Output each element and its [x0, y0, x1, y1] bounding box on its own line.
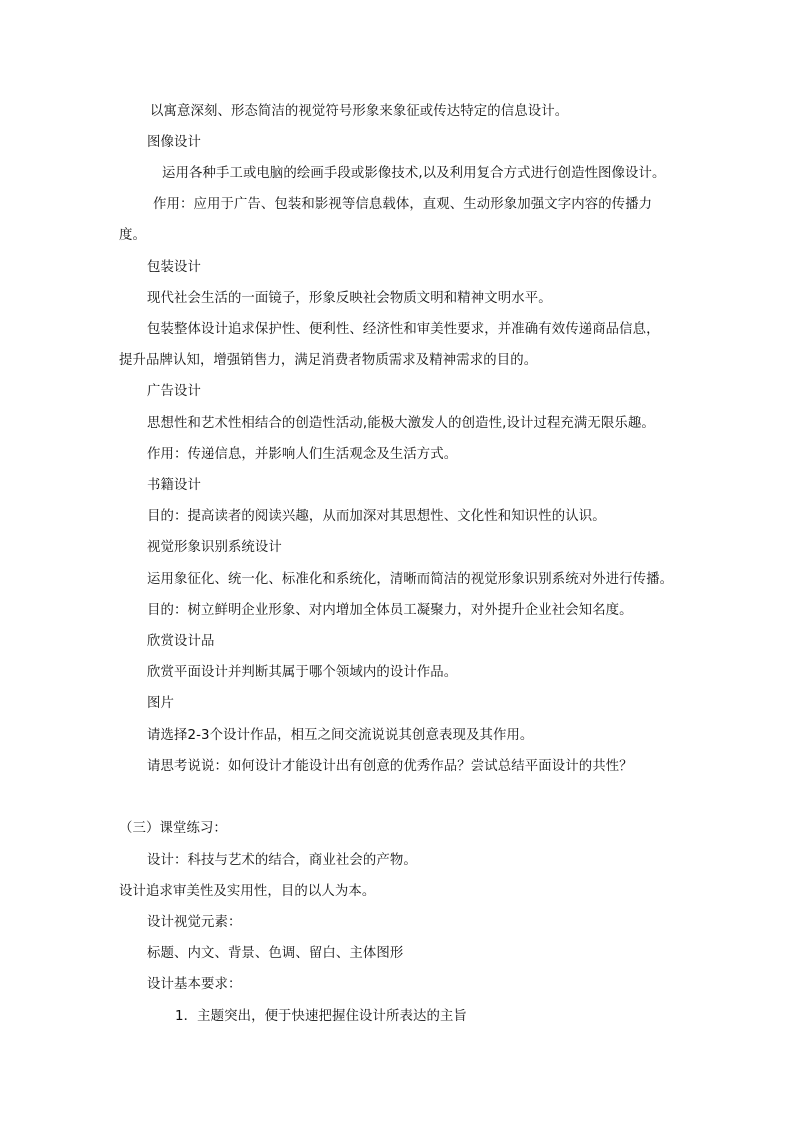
paragraph-image-design-function: 作用：应用于广告、包装和影视等信息载体，直观、生动形象加强文字内容的传播力 — [153, 197, 653, 212]
heading-visual-elements: 设计视觉元素： — [147, 915, 242, 930]
paragraph-visual-identity-purpose: 目的：树立鲜明企业形象、对内增加全体员工凝聚力，对外提升企业社会知名度。 — [147, 603, 633, 618]
paragraph-advertising-function: 作用：传递信息，并影响人们生活观念及生活方式。 — [147, 447, 458, 462]
heading-pictures: 图片 — [147, 696, 174, 711]
paragraph-visual-identity-method: 运用象征化、统一化、标准化和系统化，清晰而简洁的视觉形象识别系统对外进行传播。 — [147, 572, 674, 587]
paragraph-packaging-mirror: 现代社会生活的一面镜子，形象反映社会物质文明和精神文明水平。 — [147, 291, 552, 306]
list-item-requirement-1: 1．主题突出，便于快速把握住设计所表达的主旨 — [175, 1009, 467, 1024]
paragraph-design-definition: 设计：科技与艺术的结合，商业社会的产物。 — [147, 853, 417, 868]
paragraph-select-works: 请选择2-3个设计作品，相互之间交流说说其创意表现及其作用。 — [147, 728, 534, 743]
paragraph-design-pursuit: 设计追求审美性及实用性，目的以人为本。 — [119, 884, 376, 899]
paragraph-think-question: 请思考说说：如何设计才能设计出有创意的优秀作品？尝试总结平面设计的共性？ — [147, 759, 633, 774]
heading-image-design: 图像设计 — [147, 135, 201, 150]
paragraph-symbol-design: 以寓意深刻、形态简洁的视觉符号形象来象征或传达特定的信息设计。 — [150, 104, 569, 119]
paragraph-advertising-description: 思想性和艺术性相结合的创造性活动,能极大激发人的创造性,设计过程充满无限乐趣。 — [147, 416, 655, 431]
heading-visual-identity-design: 视觉形象识别系统设计 — [147, 540, 282, 555]
paragraph-packaging-requirements: 包装整体设计追求保护性、便利性、经济性和审美性要求，并准确有效传递商品信息， — [147, 322, 660, 337]
paragraph-image-design-method: 运用各种手工或电脑的绘画手段或影像技术,以及利用复合方式进行创造性图像设计。 — [162, 166, 666, 181]
paragraph-packaging-requirements-cont: 提升品牌认知，增强销售力，满足消费者物质需求及精神需求的目的。 — [119, 353, 538, 368]
paragraph-image-design-function-cont: 度。 — [119, 228, 146, 243]
paragraph-visual-elements-list: 标题、内文、背景、色调、留白、主体图形 — [147, 946, 404, 961]
heading-basic-requirements: 设计基本要求： — [147, 977, 242, 992]
paragraph-appreciate-task: 欣赏平面设计并判断其属于哪个领域内的设计作品。 — [147, 665, 458, 680]
heading-book-design: 书籍设计 — [147, 478, 201, 493]
heading-advertising-design: 广告设计 — [147, 384, 201, 399]
heading-packaging-design: 包装设计 — [147, 260, 201, 275]
paragraph-book-purpose: 目的：提高读者的阅读兴趣，从而加深对其思想性、文化性和知识性的认识。 — [147, 509, 606, 524]
heading-appreciate-design: 欣赏设计品 — [147, 634, 215, 649]
section-heading-classroom-exercise: （三）课堂练习： — [119, 821, 227, 836]
